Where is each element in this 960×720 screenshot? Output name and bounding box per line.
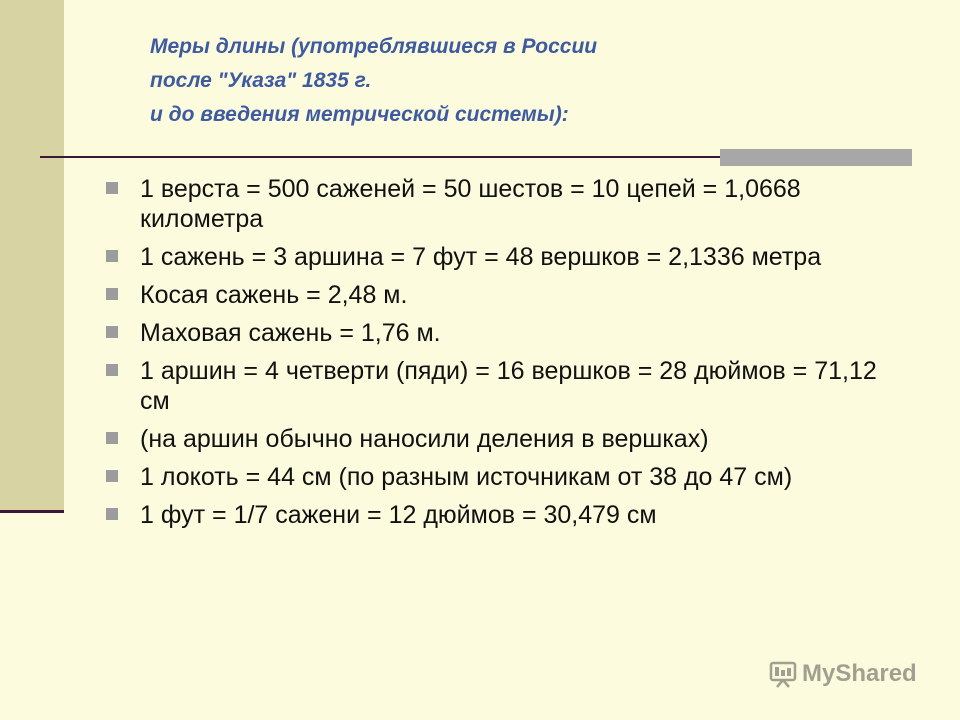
slide-title-line-2: после "Указа" 1835 г. [150,69,372,92]
list-item [106,462,906,492]
list-item [106,280,906,310]
list-item-text: 1 фут = 1/7 сажени = 12 дюймов = 30,479 см [140,501,657,529]
slide-title-line-3: и до введения метрической системы): [150,103,569,126]
square-bullet-icon [106,182,118,194]
list-item-text: Маховая сажень = 1,76 м. [140,319,441,347]
list-item-text: 1 сажень = 3 аршина = 7 фут = 48 вершков = 2,1336 метра [140,243,822,271]
list-item [106,424,906,454]
title-underline [40,156,720,158]
presentation-board-icon [768,659,798,689]
slide-title-line-1: Меры длины (употреблявшиеся в России [150,35,598,58]
square-bullet-icon [106,288,118,300]
square-bullet-icon [106,326,118,338]
square-bullet-icon [106,364,118,376]
list-item-text: 1 верста = 500 саженей = 50 шестов = 10 цепей = 1,0668 километра [140,175,801,233]
slide-title [150,30,830,132]
list-item-text: 1 аршин = 4 четверти (пяди) = 16 вершков = 28 дюймов = 71,12 см [140,357,877,415]
list-item [106,174,906,234]
list-item [106,356,906,416]
bullet-list [106,174,906,538]
list-item-text: 1 локоть = 44 см (по разным источникам от 38 до 47 см) [140,463,793,491]
list-item-text: (на аршин обычно наносили деления в вершках) [140,425,709,453]
title-accent-bar [720,149,912,166]
square-bullet-icon [106,432,118,444]
square-bullet-icon [106,250,118,262]
list-item [106,318,906,348]
list-item [106,242,906,272]
square-bullet-icon [106,470,118,482]
watermark [768,656,917,692]
watermark-text: MyShared [802,660,917,687]
list-item-text: Косая сажень = 2,48 м. [140,281,408,309]
square-bullet-icon [106,508,118,520]
left-side-bar [0,0,64,512]
left-side-divider [0,510,64,513]
list-item [106,500,906,530]
